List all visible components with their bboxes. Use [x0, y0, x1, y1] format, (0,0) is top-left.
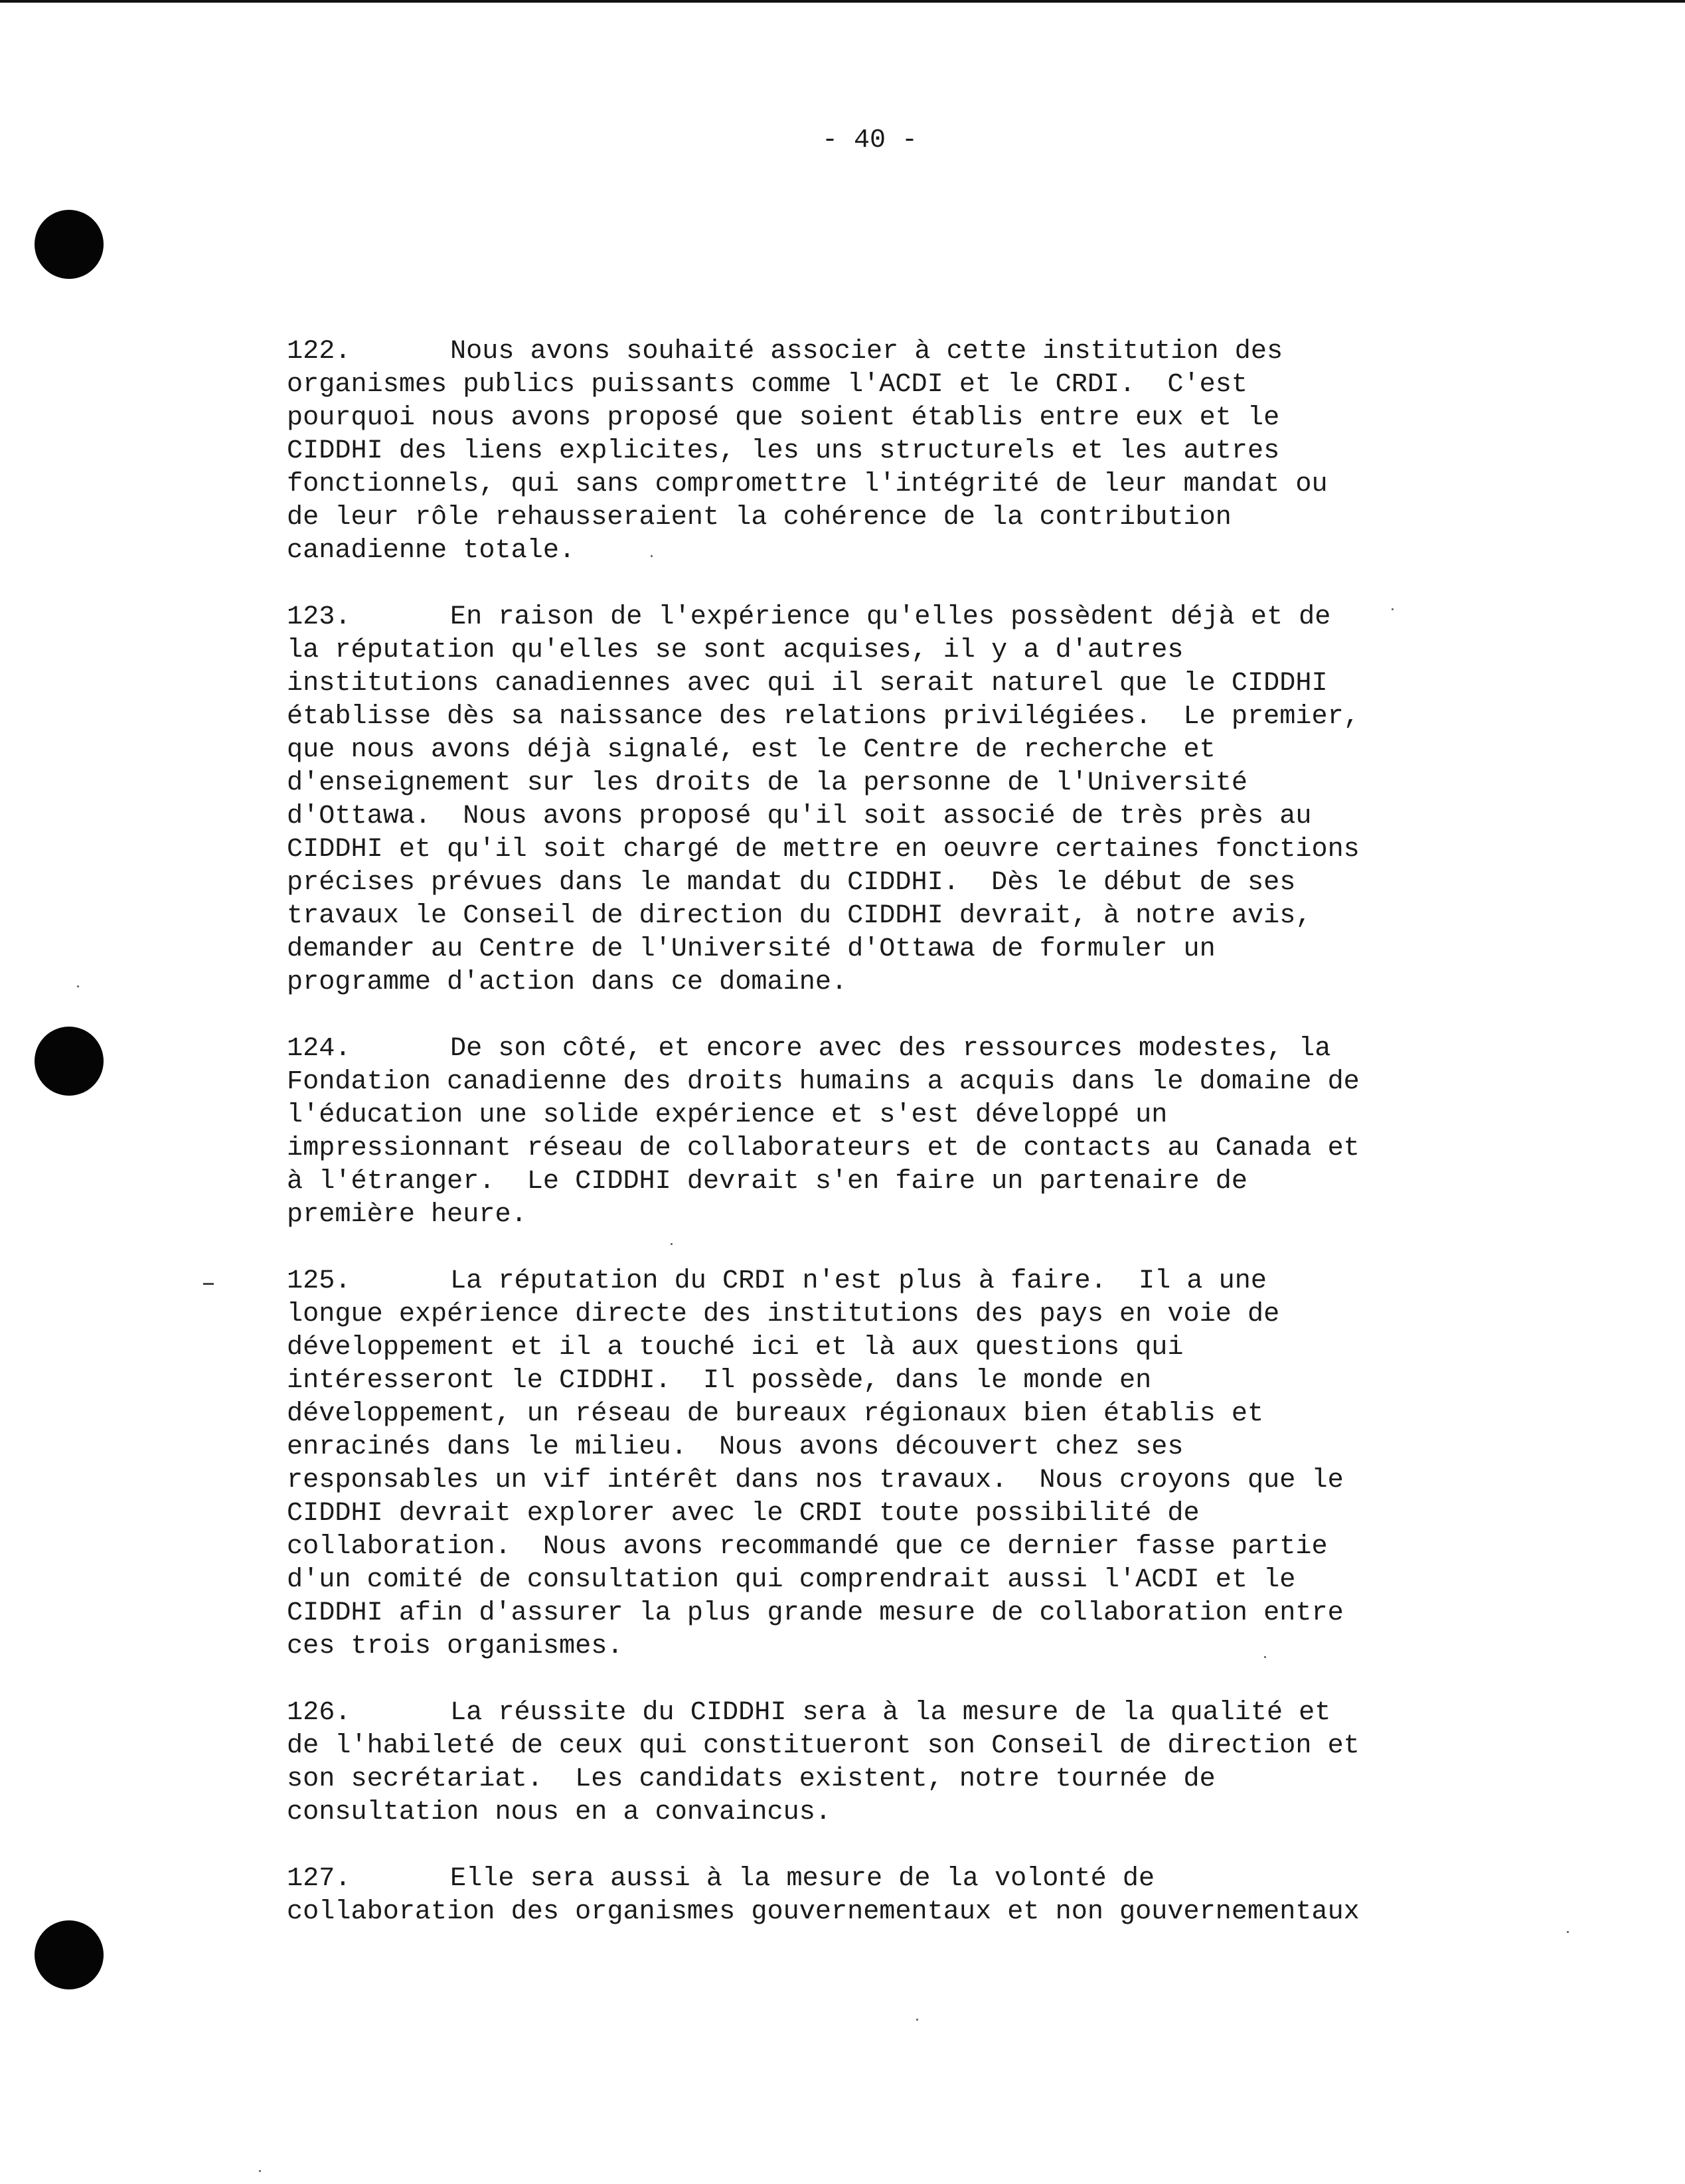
paragraph-125	[287, 1265, 1415, 1663]
paragraph-line: Elle sera aussi à la mesure de la volonté de	[450, 1864, 1155, 1894]
paragraph-line: travaux le Conseil de direction du CIDDHI devrait, à notre avis,	[287, 901, 1312, 931]
paragraph-124	[287, 1033, 1415, 1232]
paragraph-line: d'enseignement sur les droits de la personne de l'Université	[287, 768, 1247, 798]
punch-hole-middle	[35, 1027, 104, 1096]
paragraph-line: d'Ottawa. Nous avons proposé qu'il soit associé de très près au	[287, 801, 1312, 831]
paragraph-line: ces trois organismes.	[287, 1632, 623, 1661]
paragraph-spacer	[287, 1232, 1415, 1265]
paragraph-spacer	[287, 1829, 1415, 1863]
paragraph-line: Fondation canadienne des droits humains a acquis dans le domaine de	[287, 1067, 1360, 1097]
paragraph-number: 123.	[287, 602, 351, 632]
paragraph-first-line	[287, 1033, 1415, 1066]
scan-speck	[259, 2170, 261, 2172]
paragraph-line: la réputation qu'elles se sont acquises, il y a d'autres	[287, 635, 1184, 665]
punch-hole-top	[35, 210, 104, 279]
page-number: - 40 -	[821, 126, 918, 155]
paragraph-line: organismes publics puissants comme l'ACDI et le CRDI. C'est	[287, 370, 1247, 400]
paragraph-line: précises prévues dans le mandat du CIDDHI. Dès le début de ses	[287, 868, 1296, 898]
margin-dash-mark	[203, 1283, 214, 1285]
paragraph-line: fonctionnels, qui sans compromettre l'intégrité de leur mandat ou	[287, 469, 1328, 499]
paragraph-line: impressionnant réseau de collaborateurs et de contacts au Canada et	[287, 1134, 1360, 1163]
paragraph-127	[287, 1863, 1415, 1929]
paragraph-line: de leur rôle rehausseraient la cohérence de la contribution	[287, 503, 1232, 533]
paragraph-line: établisse dès sa naissance des relations privilégiées. Le premier,	[287, 702, 1360, 732]
paragraph-spacer	[287, 568, 1415, 601]
paragraph-line: que nous avons déjà signalé, est le Centre de recherche et	[287, 735, 1216, 765]
paragraph-line: CIDDHI devrait explorer avec le CRDI toute possibilité de	[287, 1499, 1200, 1529]
punch-hole-bottom	[35, 1920, 104, 1989]
paragraph-123	[287, 601, 1415, 999]
paragraph-number: 122.	[287, 337, 351, 367]
paragraph-line: collaboration des organismes gouvernementaux et non gouvernementaux	[287, 1897, 1360, 1927]
paragraph-122	[287, 335, 1415, 568]
paragraph-line: enracinés dans le milieu. Nous avons découvert chez ses	[287, 1432, 1184, 1462]
paragraph-line: programme d'action dans ce domaine.	[287, 967, 848, 997]
paragraph-line: La réputation du CRDI n'est plus à faire. Il a une	[450, 1266, 1267, 1296]
paragraph-first-line	[287, 1697, 1415, 1730]
paragraph-spacer	[287, 1663, 1415, 1697]
paragraph-line: longue expérience directe des institutions des pays en voie de	[287, 1300, 1280, 1329]
paragraph-126	[287, 1697, 1415, 1829]
paragraph-line: La réussite du CIDDHI sera à la mesure de la qualité et	[450, 1698, 1331, 1728]
paragraph-line: demander au Centre de l'Université d'Ottawa de formuler un	[287, 934, 1216, 964]
paragraph-line: d'un comité de consultation qui comprendrait aussi l'ACDI et le	[287, 1565, 1296, 1595]
paragraph-number: 125.	[287, 1266, 351, 1296]
paragraph-line: l'éducation une solide expérience et s'est développé un	[287, 1100, 1168, 1130]
paragraph-line: intéresseront le CIDDHI. Il possède, dans le monde en	[287, 1366, 1152, 1396]
top-edge-rule	[0, 0, 1685, 3]
paragraph-line: institutions canadiennes avec qui il serait naturel que le CIDDHI	[287, 669, 1328, 699]
paragraph-number: 126.	[287, 1698, 351, 1728]
paragraph-line: développement et il a touché ici et là aux questions qui	[287, 1333, 1184, 1363]
paragraph-line: canadienne totale.	[287, 536, 576, 566]
paragraph-line: pourquoi nous avons proposé que soient établis entre eux et le	[287, 403, 1280, 433]
paragraph-line: CIDDHI afin d'assurer la plus grande mesure de collaboration entre	[287, 1598, 1344, 1628]
paragraph-first-line	[287, 335, 1415, 369]
scan-speck	[916, 2019, 918, 2021]
paragraph-line: De son côté, et encore avec des ressources modestes, la	[450, 1034, 1331, 1064]
paragraph-first-line	[287, 1265, 1415, 1298]
paragraph-line: CIDDHI des liens explicites, les uns structurels et les autres	[287, 436, 1280, 466]
paragraph-spacer	[287, 999, 1415, 1033]
paragraph-first-line	[287, 1863, 1415, 1896]
paragraph-line: responsables un vif intérêt dans nos travaux. Nous croyons que le	[287, 1466, 1344, 1495]
paragraph-line: Nous avons souhaité associer à cette institution des	[450, 337, 1283, 367]
paragraph-line: développement, un réseau de bureaux régionaux bien établis et	[287, 1399, 1264, 1429]
paragraph-line: à l'étranger. Le CIDDHI devrait s'en faire un partenaire de	[287, 1167, 1247, 1197]
document-body	[287, 335, 1415, 1929]
paragraph-line: En raison de l'expérience qu'elles possèdent déjà et de	[450, 602, 1331, 632]
paragraph-number: 127.	[287, 1864, 351, 1894]
scan-speck	[77, 985, 79, 987]
paragraph-line: de l'habileté de ceux qui constitueront son Conseil de direction et	[287, 1731, 1360, 1761]
paragraph-line: son secrétariat. Les candidats existent, notre tournée de	[287, 1764, 1216, 1794]
paragraph-first-line	[287, 601, 1415, 634]
paragraph-line: CIDDHI et qu'il soit chargé de mettre en oeuvre certaines fonctions	[287, 835, 1360, 865]
scan-speck	[1567, 1931, 1569, 1933]
paragraph-line: première heure.	[287, 1200, 527, 1230]
paragraph-line: collaboration. Nous avons recommandé que ce dernier fasse partie	[287, 1532, 1328, 1562]
paragraph-number: 124.	[287, 1034, 351, 1064]
paragraph-line: consultation nous en a convaincus.	[287, 1798, 831, 1827]
